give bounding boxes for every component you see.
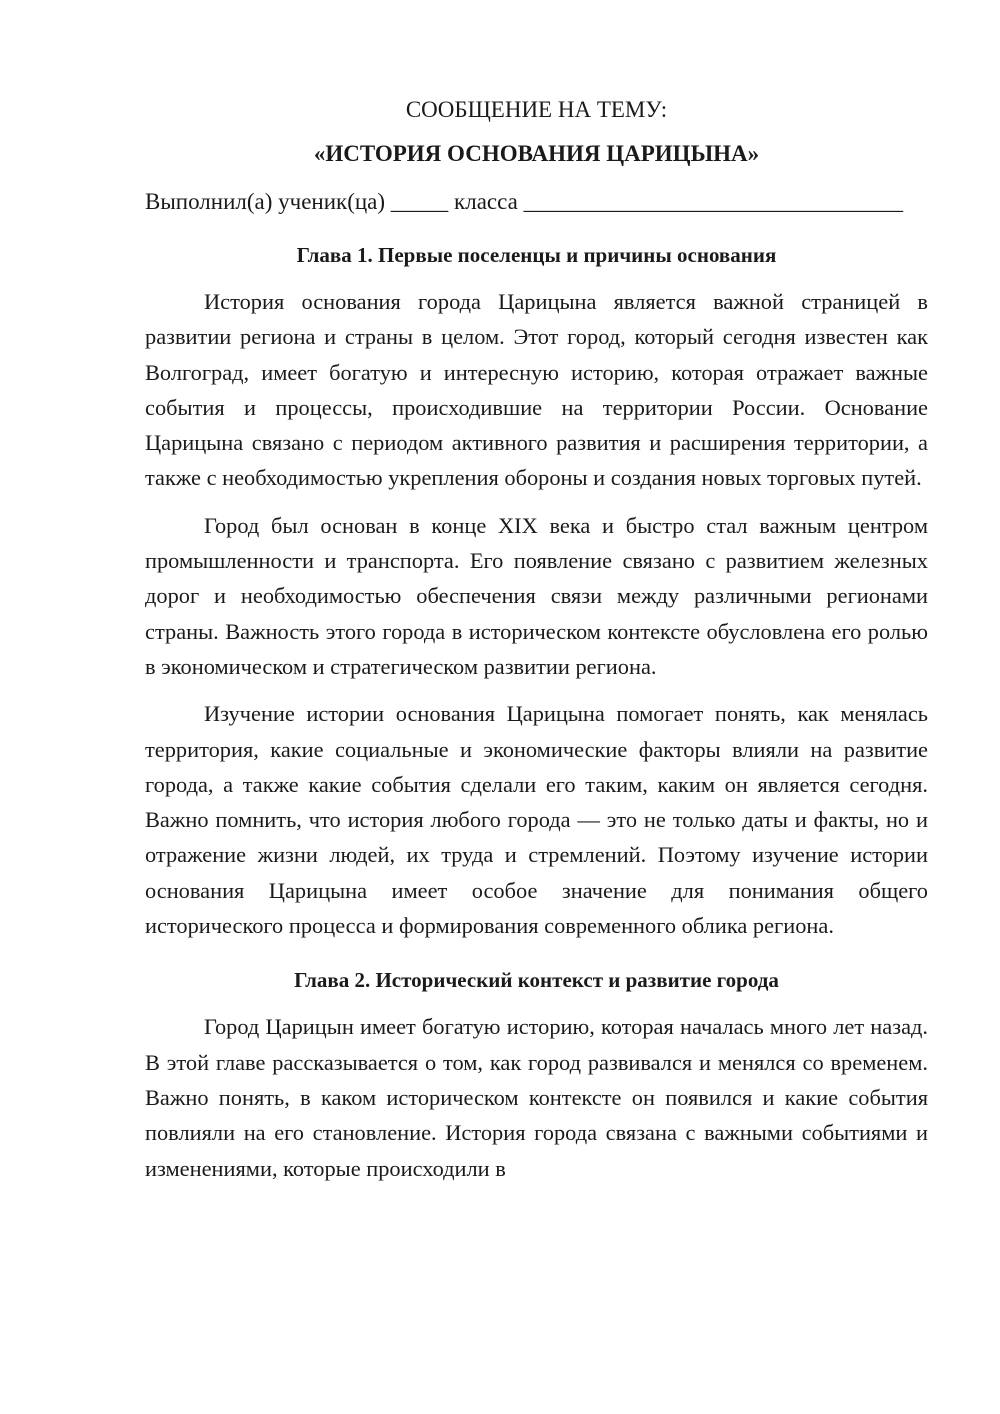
document-page bbox=[145, 92, 928, 1198]
chapter-1-paragraph-1: История основания города Царицына является важной страницей в развитии региона и страны в целом. Этот город, который сегодня известен как Волгоград, имеет богатую и интересную историю, которая отражает важные события и процессы, происходившие на территории России. Основание Царицына связано с периодом активного развития и расширения территории, а также с необходимостью укрепления обороны и создания новых торговых путей. bbox=[145, 289, 928, 491]
author-line: Выполнил(а) ученик(ца) _____ класса _________________________________ bbox=[145, 189, 904, 214]
chapter-2-paragraph-1: Город Царицын имеет богатую историю, которая началась много лет назад. В этой главе рассказывается о том, как город развивался и менялся со временем. Важно понять, в каком историческом контексте он появился и какие события повлияли на его становление. История города связана с важными событиями и изменениями, которые происходили в bbox=[145, 1014, 928, 1181]
chapter-1-heading: Глава 1. Первые поселенцы и причины основания bbox=[296, 243, 777, 267]
document-title-line-2: «ИСТОРИЯ ОСНОВАНИЯ ЦАРИЦЫНА» bbox=[313, 141, 760, 166]
chapter-2-heading: Глава 2. Исторический контекст и развитие города bbox=[294, 968, 779, 993]
chapter-1-paragraph-3: Изучение истории основания Царицына помогает понять, как менялась территория, какие социальные и экономические факторы влияли на развитие города, а также какие события сделали его таким, каким он является сегодня. Важно помнить, что история любого города — это не только даты и факты, но и отражение жизни людей, их труда и стремлений. Поэтому изучение истории основания Царицына имеет особое значение для понимания общего исторического процесса и формирования современного облика региона. bbox=[145, 701, 928, 939]
chapter-1-paragraph-2: Город был основан в конце XIX века и быстро стал важным центром промышленности и транспорта. Его появление связано с развитием железных дорог и необходимостью обеспечения связи между различными регионами страны. Важность этого города в историческом контексте обусловлена его ролью в экономическом и стратегическом развитии региона. bbox=[145, 512, 928, 679]
document-title-line-1: СООБЩЕНИЕ НА ТЕМУ: bbox=[405, 97, 668, 122]
